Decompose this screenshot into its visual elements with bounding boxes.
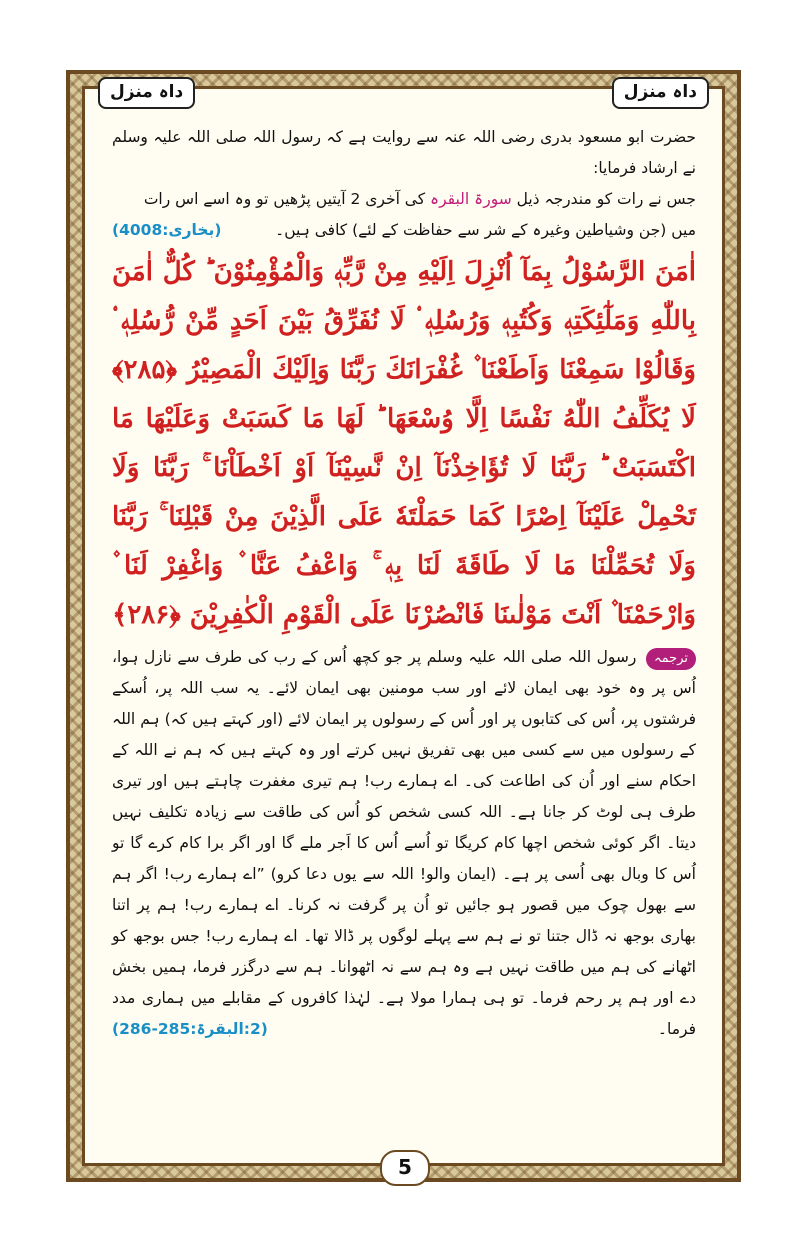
- verse-reference: (2:البقرۃ:285-286): [112, 1020, 268, 1038]
- intro-line-1: حضرت ابو مسعود بدری رضی اللہ عنہ سے روایت ہے کہ رسول اللہ صلی اللہ علیہ وسلم نے ارشاد فرمایا:: [112, 128, 696, 177]
- translation-badge: ترجمہ: [646, 648, 696, 670]
- page-content: [112, 122, 696, 1045]
- translation-text: رسول اللہ صلی اللہ علیہ وسلم پر جو کچھ اُس کے رب کی طرف سے نازل ہوا، اُس پر وہ خود بھی ایمان لائے اور سب مومنین بھی ایمان لائے۔ یہ سب اللہ پر، اُسکے فرشتوں پر، اُس کی کتابوں پر اور اُس کے رسولوں پر ایمان لائے (اور کہتے ہیں کہ) ہم اللہ کے رسولوں میں سے کسی میں بھی تفریق نہیں کرتے اور وہ کہتے ہیں کہ ہم نے اللہ کے احکام سنے اور اُن کی اطاعت کی۔ اے ہمارے رب! ہم تیری مغفرت چاہتے ہیں اور تیری طرف ہی لوٹ کر جانا ہے۔ اللہ کسی شخص کو اُس کی طاقت سے زیادہ تکلیف نہیں دیتا۔ اگر کوئی شخص اچھا کام کریگا تو اُسے اُس کا اَجر ملے گا اور اگر برا کام کرے گا تو اُس کا وبال بھی اُسی پر ہے۔ (ایمان والو! اللہ سے یوں دعا کرو) ”اے ہمارے رب! اگر ہم سے بھول چوک میں قصور ہو جائیں تو اُن پر گرفت نہ کرنا۔ اے ہمارے رب! ہم پر اتنا بھاری بوجھ نہ ڈال جتنا تو نے ہم سے پہلے لوگوں پر ڈالا تھا۔ اے ہمارے رب! جس بوجھ کو اٹھانے کی ہم میں طاقت نہیں ہے وہ ہم سے نہ اٹھوانا۔ ہم سے درگزر فرما، ہمیں بخش دے اور ہم پر رحم فرما۔ تو ہی ہمارا مولا ہے۔ لہٰذا کافروں کے مقابلے میں ہماری مدد فرما۔: [112, 648, 696, 1038]
- intro-line-3: میں (جن وشیاطین وغیرہ کے شر سے حفاظت کے لئے) کافی ہیں۔: [275, 221, 696, 239]
- hadith-reference: (بخاری:4008): [112, 221, 222, 239]
- intro-paragraph: [112, 122, 696, 246]
- manzil-label-left: داہ منزل: [98, 77, 195, 109]
- page-number: 5: [380, 1150, 430, 1186]
- manzil-label-right: داہ منزل: [612, 77, 709, 109]
- intro-line-2a: جس نے رات کو مندرجہ ذیل: [511, 190, 696, 208]
- surah-name: سورۃ البقرہ: [430, 190, 512, 208]
- translation-paragraph: [112, 642, 696, 1045]
- intro-line-2b: کی آخری 2 آیتیں پڑھیں تو وہ اسے اس رات: [143, 190, 431, 208]
- arabic-verses: اٰمَنَ الرَّسُوْلُ بِمَآ اُنْزِلَ اِلَيْهِ مِنْ رَّبِّهٖ وَالْمُؤْمِنُوْنَ ؕ كُلٌّ اٰمَنَ بِاللّٰهِ وَمَلٰٓئِكَتِهٖ وَكُتُبِهٖ وَرُسُلِهٖ ۟ لَا نُفَرِّقُ بَيْنَ اَحَدٍ مِّنْ رُّسُلِهٖ ۟ وَقَالُوْا سَمِعْنَا وَاَطَعْنَا ۫ غُفْرَانَكَ رَبَّنَا وَاِلَيْكَ الْمَصِيْرُ ﴿۲۸۵﴾ لَا يُكَلِّفُ اللّٰهُ نَفْسًا اِلَّا وُسْعَهَا ؕ لَهَا مَا كَسَبَتْ وَعَلَيْهَا مَا اكْتَسَبَتْ ؕ رَبَّنَا لَا تُؤَاخِذْنَآ اِنْ نَّسِيْنَآ اَوْ اَخْطَاْنَا ۚ رَبَّنَا وَلَا تَحْمِلْ عَلَيْنَآ اِصْرًا كَمَا حَمَلْتَهٗ عَلَى الَّذِيْنَ مِنْ قَبْلِنَا ۚ رَبَّنَا وَلَا تُحَمِّلْنَا مَا لَا طَاقَةَ لَنَا بِهٖ ۚ وَاعْفُ عَنَّا ۫ وَاغْفِرْ لَنَا ۫ وَارْحَمْنَا ۫ اَنْتَ مَوْلٰىنَا فَانْصُرْنَا عَلَى الْقَوْمِ الْكٰفِرِيْنَ ﴿۲۸۶﴾: [112, 257, 696, 630]
